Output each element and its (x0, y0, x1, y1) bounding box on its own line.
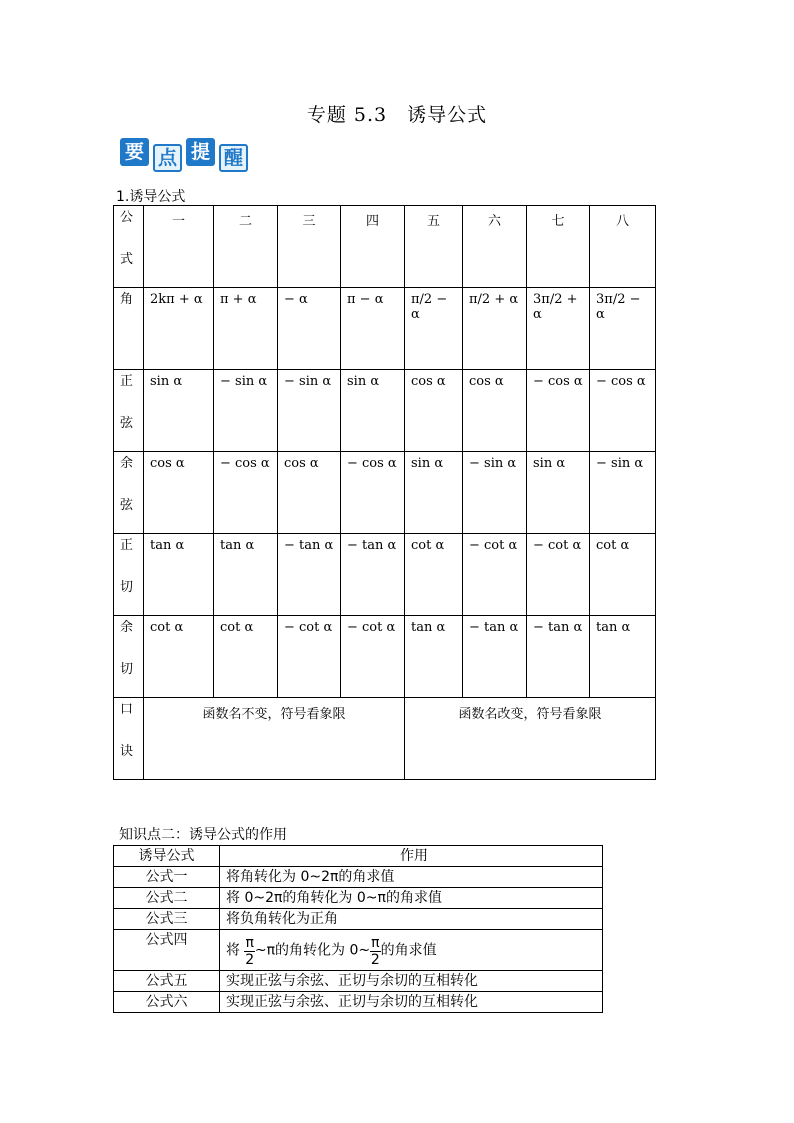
formula-name: 公式五 (114, 971, 220, 992)
formula-use: 将角转化为 0~2π的角求值 (220, 867, 603, 888)
cos-cell: sin α (527, 452, 590, 534)
badge-char-1: 要 (120, 138, 149, 166)
table-row (114, 909, 603, 930)
badge-char-3: 提 (186, 138, 215, 166)
table-row (114, 888, 603, 909)
formula-usage-table (113, 845, 603, 1013)
cos-cell: − sin α (463, 452, 527, 534)
badge-char-2: 点 (153, 144, 182, 172)
sin-cell: cos α (463, 370, 527, 452)
key-points-badge (120, 138, 252, 174)
formula-name: 公式二 (114, 888, 220, 909)
header-cell: 二 (214, 206, 278, 288)
angle-cell: 3π/2 − α (590, 288, 656, 370)
cos-row (114, 452, 656, 534)
angle-cell: π + α (214, 288, 278, 370)
header-cell: 五 (405, 206, 463, 288)
cos-cell: − sin α (590, 452, 656, 534)
tan-row (114, 534, 656, 616)
pi-over-2-fraction: $\frac{\pi}{2}$ (245, 934, 255, 968)
header-cell: 四 (341, 206, 405, 288)
formula-use: 将 0~2π的角转化为 0~π的角求值 (220, 888, 603, 909)
header-row (114, 206, 656, 288)
badge-char-4: 醒 (219, 144, 248, 172)
formula-name: 公式六 (114, 992, 220, 1013)
cot-cell: cot α (144, 616, 214, 698)
tan-cell: − cot α (527, 534, 590, 616)
column-header: 诱导公式 (114, 846, 220, 867)
cos-cell: − cos α (214, 452, 278, 534)
page-title: 专题 5.3 诱导公式 (306, 104, 488, 126)
section1-heading: 1.诱导公式 (116, 189, 186, 205)
angle-cell: − α (278, 288, 341, 370)
table-row (114, 992, 603, 1013)
angle-cell: π/2 + α (463, 288, 527, 370)
sin-cell: − sin α (278, 370, 341, 452)
header-cell: 一 (144, 206, 214, 288)
table-row (114, 867, 603, 888)
header-cell: 八 (590, 206, 656, 288)
sin-cell: − sin α (214, 370, 278, 452)
sin-cell: − cos α (590, 370, 656, 452)
tan-cell: − tan α (278, 534, 341, 616)
induction-formula-table (113, 205, 656, 780)
sin-cell: sin α (144, 370, 214, 452)
mnemonic-cell: 函数名不变，符号看象限 (144, 698, 405, 780)
sin-row (114, 370, 656, 452)
angle-cell: π/2 − α (405, 288, 463, 370)
cot-cell: tan α (590, 616, 656, 698)
cos-cell: cos α (144, 452, 214, 534)
sin-cell: − cos α (527, 370, 590, 452)
sin-cell: cos α (405, 370, 463, 452)
mnemonic-cell: 函数名改变，符号看象限 (405, 698, 656, 780)
angle-row (114, 288, 656, 370)
table-row (114, 930, 603, 971)
sin-cell: sin α (341, 370, 405, 452)
mnemonic-row (114, 698, 656, 780)
row-label-angle: 角 (114, 288, 144, 370)
cot-cell: − tan α (527, 616, 590, 698)
row-label-tan: 正 切 (114, 534, 144, 616)
tan-cell: tan α (214, 534, 278, 616)
cot-cell: tan α (405, 616, 463, 698)
row-label-cos: 余 弦 (114, 452, 144, 534)
header-cell: 三 (278, 206, 341, 288)
row-label-sin: 正 弦 (114, 370, 144, 452)
cot-cell: − cot α (341, 616, 405, 698)
section2-heading: 知识点二：诱导公式的作用 (119, 827, 287, 843)
row-label-cot: 余 切 (114, 616, 144, 698)
header-row (114, 846, 603, 867)
angle-cell: π − α (341, 288, 405, 370)
angle-cell: 3π/2 + α (527, 288, 590, 370)
cot-row (114, 616, 656, 698)
header-cell: 六 (463, 206, 527, 288)
tan-cell: − tan α (341, 534, 405, 616)
formula-name: 公式一 (114, 867, 220, 888)
cot-cell: cot α (214, 616, 278, 698)
angle-cell: 2kπ + α (144, 288, 214, 370)
formula-name: 公式四 (114, 930, 220, 971)
formula-use: 将 $\frac{\pi}{2}$ ~π的角转化为 0~ $\frac{\pi}{2}$ 的角求值 (220, 930, 603, 971)
formula-use: 将负角转化为正角 (220, 909, 603, 930)
row-label-formula: 公 式 (114, 206, 144, 288)
pi-over-2-fraction: $\frac{\pi}{2}$ (370, 934, 380, 968)
header-cell: 七 (527, 206, 590, 288)
formula-name: 公式三 (114, 909, 220, 930)
tan-cell: cot α (590, 534, 656, 616)
table-row (114, 971, 603, 992)
column-header: 作用 (220, 846, 603, 867)
formula-use: 实现正弦与余弦、正切与余切的互相转化 (220, 971, 603, 992)
cos-cell: sin α (405, 452, 463, 534)
tan-cell: − cot α (463, 534, 527, 616)
cot-cell: − tan α (463, 616, 527, 698)
cos-cell: cos α (278, 452, 341, 534)
formula-use: 实现正弦与余弦、正切与余切的互相转化 (220, 992, 603, 1013)
tan-cell: cot α (405, 534, 463, 616)
row-label-mnemonic: 口 诀 (114, 698, 144, 780)
tan-cell: tan α (144, 534, 214, 616)
cot-cell: − cot α (278, 616, 341, 698)
cos-cell: − cos α (341, 452, 405, 534)
